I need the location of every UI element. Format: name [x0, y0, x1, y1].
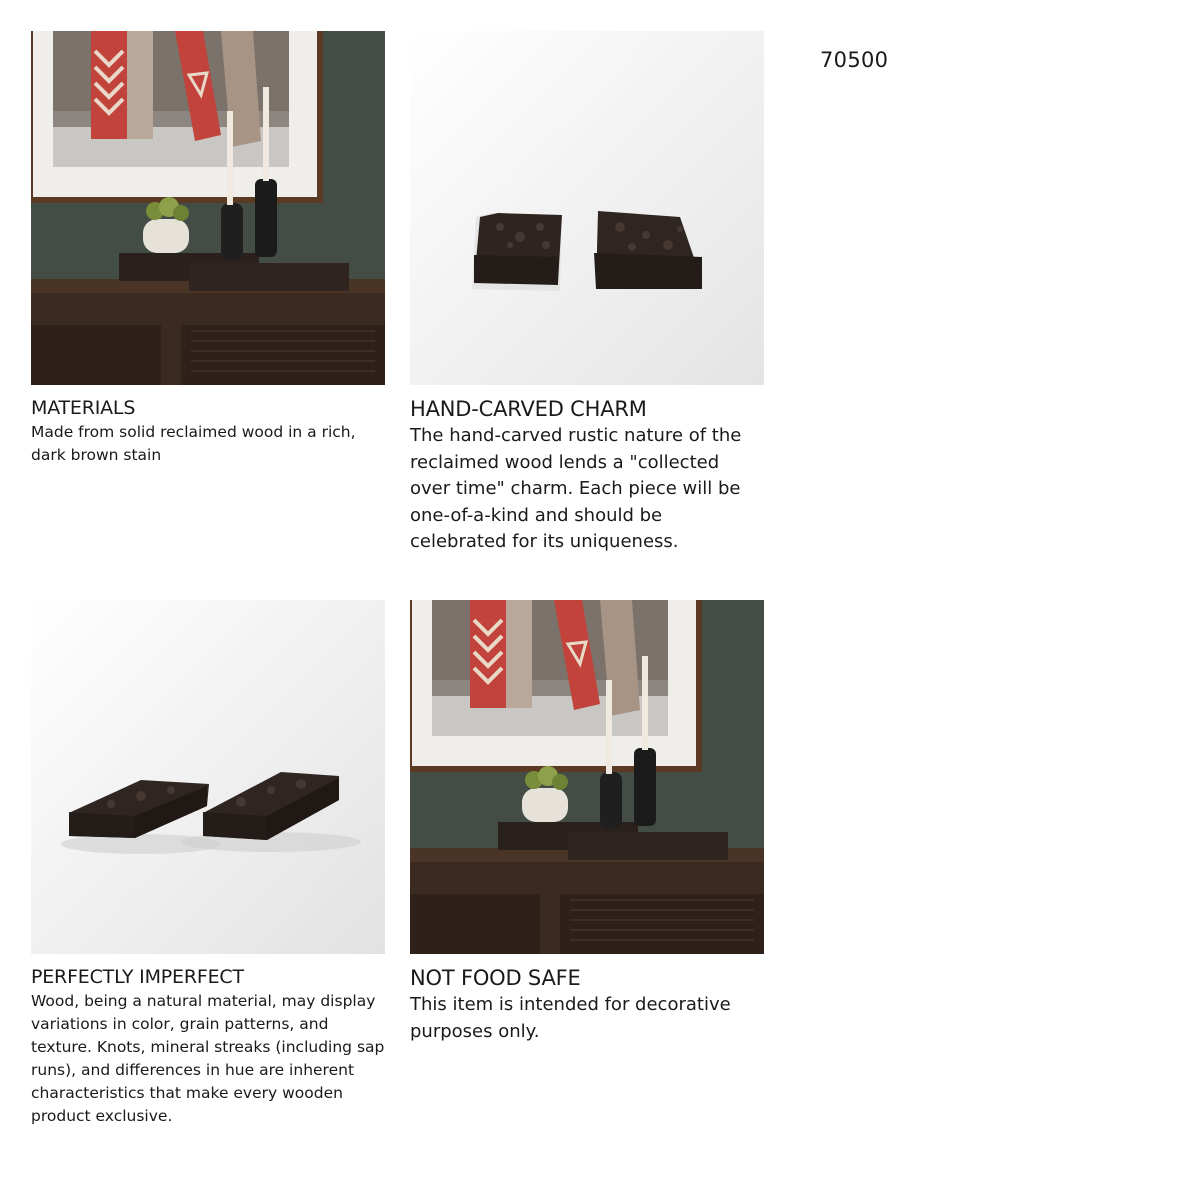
card-title: HAND-CARVED CHARM	[410, 397, 647, 421]
card-title: NOT FOOD SAFE	[410, 966, 581, 990]
trays-top-view-photo	[410, 31, 764, 385]
card-description: This item is intended for decorative purposes only.	[410, 994, 731, 1042]
card-title: PERFECTLY IMPERFECT	[31, 966, 244, 988]
card-description: Made from solid reclaimed wood in a rich, dark brown stain	[31, 423, 356, 464]
card-description: The hand-carved rustic nature of the reclaimed wood lends a "collected over time" charm. Each piece will be one-of-a-kind and should be celebrated for its uniqueness.	[410, 425, 742, 552]
feature-card-materials	[31, 31, 385, 467]
product-sku: 70500	[820, 48, 889, 72]
room-scene-photo	[410, 600, 764, 954]
card-title: MATERIALS	[31, 397, 136, 419]
card-description: Wood, being a natural material, may display variations in color, grain patterns, and texture. Knots, mineral streaks (including sap runs), and differences in hue are inherent characteristics that make every wooden product exclusive.	[31, 992, 385, 1125]
feature-card-hand-carved-charm	[410, 31, 764, 556]
feature-card-not-food-safe	[410, 600, 764, 1045]
trays-angled-view-photo	[31, 600, 385, 954]
room-scene-photo	[31, 31, 385, 385]
feature-card-perfectly-imperfect	[31, 600, 385, 1128]
